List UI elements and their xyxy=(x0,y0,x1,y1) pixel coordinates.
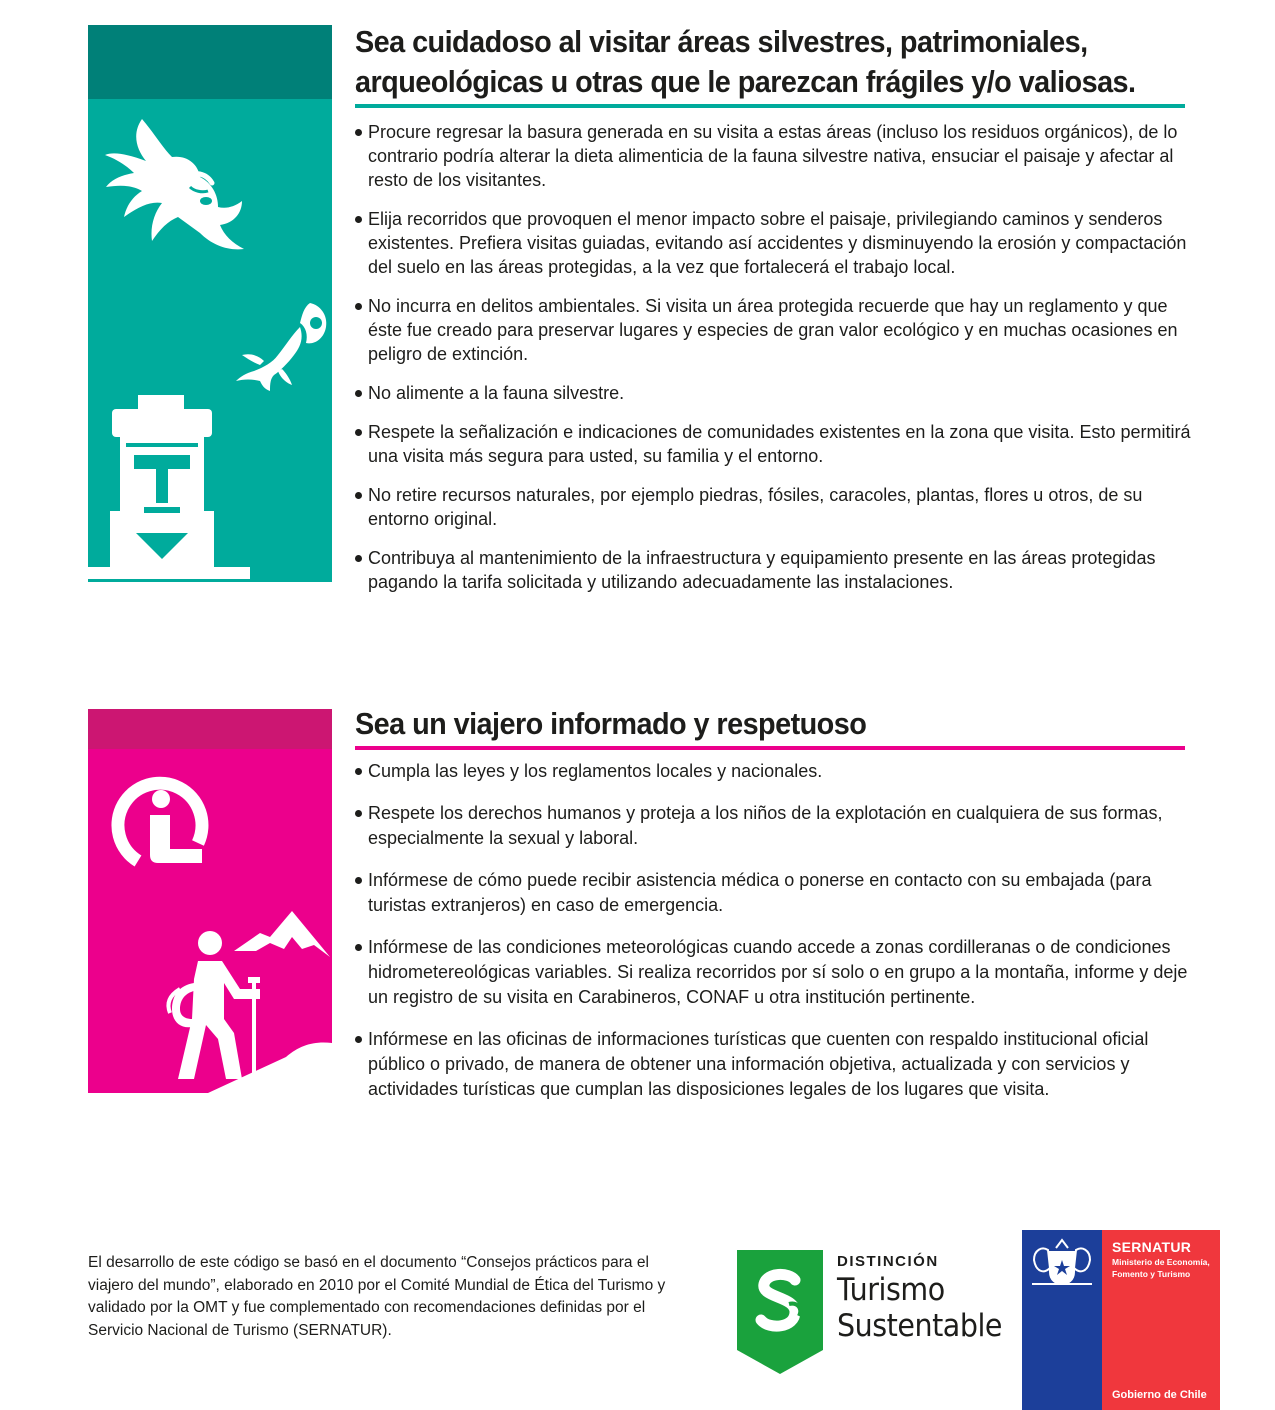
section2-panel-header xyxy=(88,709,332,749)
section1-title xyxy=(355,22,1141,102)
sernatur-logo xyxy=(1022,1230,1220,1410)
list-item: Procure regresar la basura generada en su visita a estas áreas (incluso los residuos orgánicos), de lo contrario podría alterar la dieta alimenticia de la fauna silvestre nativa, ensuciar el paisaje y afectar al resto de los visitantes. xyxy=(355,120,1200,192)
coat-of-arms-icon xyxy=(1028,1238,1096,1290)
shield-icon xyxy=(737,1250,823,1374)
gov-ministry-name: Ministerio de Economía, Fomento y Turismo xyxy=(1112,1257,1210,1279)
section1-title-line1: Sea cuidadoso al visitar áreas silvestres, patrimoniales, xyxy=(355,24,1088,59)
list-item: Infórmese en las oficinas de informaciones turísticas que cuenten con respaldo institucional oficial público o privado, de manera de obtener una información objetiva, actualizada y con servicios y actividades turísticas que cumplan las disposiciones legales de los lugares que visita. xyxy=(355,1027,1200,1102)
information-icon xyxy=(108,773,214,873)
section2-content xyxy=(355,704,1200,1102)
list-item: Elija recorridos que provoquen el menor impacto sobre el paisaje, privilegiando caminos y senderos existentes. Prefiera visitas guiadas, evitando así accidentes y disminuyendo la erosión y compactación del suelo en las áreas protegidas, a la vez que fortalecerá el trabajo local. xyxy=(355,207,1200,279)
source-note: El desarrollo de este código se basó en el documento “Consejos prácticos para el viajero del mundo”, elaborado en 2010 por el Comité Mundial de Ética del Turismo y validado por la OMT y fue complementado con recomendaciones definidas por el Servicio Nacional de Turismo (SERNATUR). xyxy=(88,1254,666,1339)
gov-blue-block-lower xyxy=(1022,1310,1102,1410)
section1-list xyxy=(355,120,1200,594)
section1-title-line2: arqueológicas u otras que le parezcan frágiles y/o valiosas. xyxy=(355,64,1136,99)
badge-label-line2: Sustentable xyxy=(837,1308,1003,1344)
section2-icon-panel xyxy=(88,709,332,1093)
badge-label-line1: Turismo xyxy=(837,1272,945,1308)
section2-title-rule xyxy=(355,746,1185,750)
list-item: No incurra en delitos ambientales. Si visita un área protegida recuerde que hay un reglamento y que éste fue creado para preservar lugares y especies de gran valor ecológico y en muchas ocasiones en peligro de extinción. xyxy=(355,294,1200,366)
section1-icon-panel xyxy=(88,25,332,582)
section1-panel-header xyxy=(88,25,332,99)
section2-title-text: Sea un viajero informado y respetuoso xyxy=(355,706,867,741)
turismo-sustentable-badge xyxy=(737,1250,1003,1375)
gov-footer-label: Gobierno de Chile xyxy=(1112,1389,1207,1401)
hiker-icon xyxy=(158,929,332,1093)
list-item: No alimente a la fauna silvestre. xyxy=(355,381,1200,405)
list-item: Respete la señalización e indicaciones de comunidades existentes en la zona que visita. Esto permitirá una visita más segura para usted, su familia y el entorno. xyxy=(355,420,1200,468)
list-item: Infórmese de cómo puede recibir asistencia médica o ponerse en contacto con su embajada (para turistas extranjeros) en caso de emergencia. xyxy=(355,868,1200,918)
section1-title-rule xyxy=(355,104,1185,108)
condor-icon xyxy=(102,113,252,263)
list-item: Respete los derechos humanos y proteja a los niños de la explotación en cualquiera de sus formas, especialmente la sexual y laboral. xyxy=(355,801,1200,851)
moai-icon xyxy=(88,393,258,582)
section1-content xyxy=(355,22,1200,594)
gov-agency-name: SERNATUR xyxy=(1112,1239,1192,1255)
list-item: Cumpla las leyes y los reglamentos locales y nacionales. xyxy=(355,759,1200,784)
list-item: No retire recursos naturales, por ejemplo piedras, fósiles, caracoles, plantas, flores u otros, de su entorno original. xyxy=(355,483,1200,531)
section2-list xyxy=(355,759,1200,1102)
badge-label-top: DISTINCIÓN xyxy=(837,1253,939,1270)
section2-title xyxy=(355,704,1141,744)
copihue-flower-icon xyxy=(234,301,330,391)
list-item: Infórmese de las condiciones meteorológicas cuando accede a zonas cordilleranas o de condiciones hidrometereológicas variables. Si realiza recorridos por sí solo o en grupo a la montaña, informe y deje un registro de su visita en Carabineros, CONAF u otra institución pertinente. xyxy=(355,935,1200,1010)
badge-label-main xyxy=(837,1272,1002,1344)
list-item: Contribuya al mantenimiento de la infraestructura y equipamiento presente en las áreas protegidas pagando la tarifa solicitada y utilizando adecuadamente las instalaciones. xyxy=(355,546,1200,594)
